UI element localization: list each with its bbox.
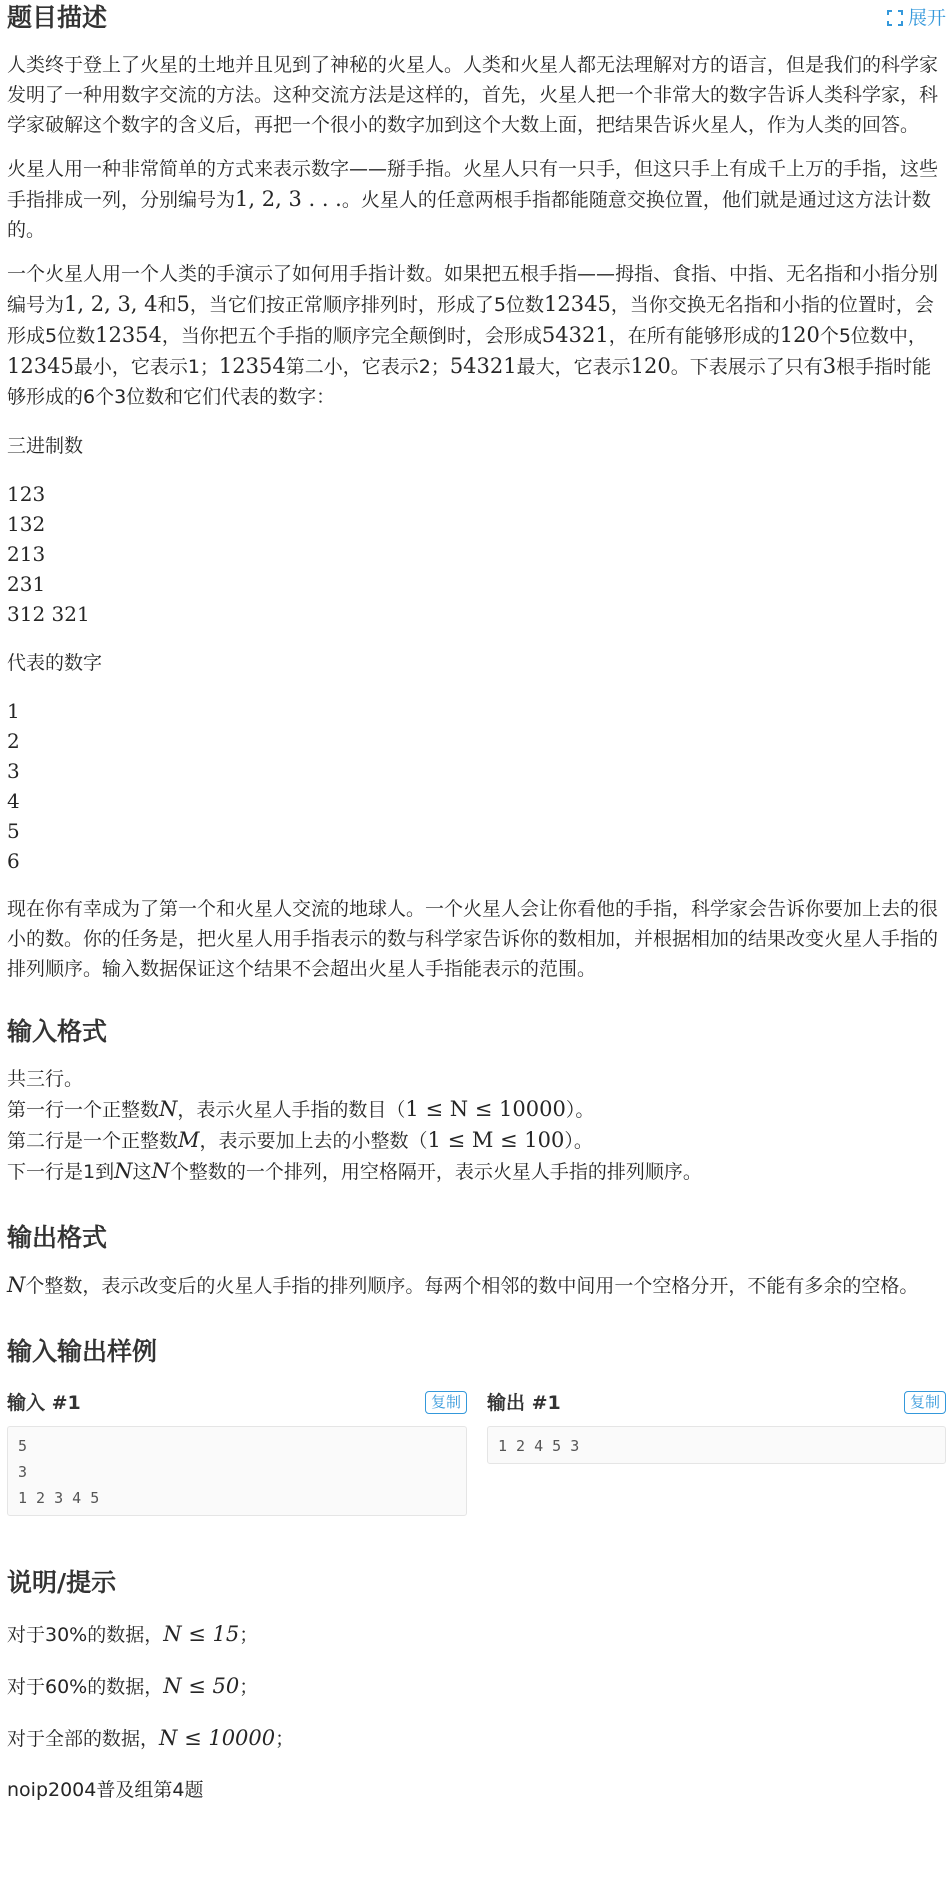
list-item: 231 bbox=[7, 572, 46, 596]
samples-header bbox=[7, 1334, 946, 1370]
input-format-line bbox=[7, 1125, 946, 1156]
expand-label: 展开 bbox=[907, 7, 946, 29]
represented-number-list bbox=[7, 696, 946, 876]
list-item: 3 bbox=[7, 759, 20, 783]
description-paragraph-1: 人类终于登上了火星的土地并且见到了神秘的火星人。人类和火星人都无法理解对方的语言，但是我们的科学家发明了一种用数字交流的方法。这种交流方法是这样的，首先，火星人把一个非常大的数字告诉人类科学家，科学家破解这个数字的含义后，再把一个很小的数字加到这个大数上面，把结果告诉火星人，作为人类的回答。 bbox=[7, 54, 939, 136]
text-span: 第一行一个正整数 bbox=[7, 1099, 160, 1121]
text-span: 对于60%的数据， bbox=[7, 1676, 164, 1698]
text-span: ，表示火星人手指的数目（ bbox=[177, 1099, 406, 1121]
text-span: 对于30%的数据， bbox=[7, 1624, 164, 1646]
input-format-header bbox=[7, 1014, 946, 1050]
expand-button[interactable] bbox=[886, 4, 946, 32]
copy-input-button[interactable]: 复制 bbox=[425, 1391, 467, 1414]
text-span: 根手指时能够形成的6个3位数和它们代表的数字： bbox=[7, 356, 932, 408]
sample-input-code[interactable]: 5 3 1 2 3 4 5 bbox=[7, 1426, 467, 1516]
table-heading-ternary: 三进制数 bbox=[7, 435, 84, 457]
math-span: 3 bbox=[822, 354, 837, 378]
text-span: ）。 bbox=[564, 1130, 593, 1152]
math-span: 1 ≤ M ≤ 100 bbox=[427, 1128, 565, 1152]
math-span: 54321 bbox=[541, 323, 609, 347]
text-span: 下一行是1到 bbox=[7, 1161, 115, 1183]
math-span: 1 ≤ N ≤ 10000 bbox=[405, 1097, 566, 1121]
text-span: ，当你把五个手指的顺序完全颠倒时，会形成 bbox=[161, 325, 542, 347]
math-span: 1, 2, 3, 4 bbox=[64, 292, 158, 316]
output-format-header bbox=[7, 1220, 946, 1256]
copy-output-button[interactable]: 复制 bbox=[904, 1391, 946, 1414]
list-item: 132 bbox=[7, 512, 46, 536]
math-span: 1, 2, 3 . . . bbox=[235, 187, 342, 211]
description-paragraph-3 bbox=[7, 259, 946, 412]
text-span: 火星人用一种非常简单的方式来表示数字——掰手指。火星人只有一只手，但这只手上有成千上万的手指，这些手指排成一列，分别编号为 bbox=[7, 158, 939, 211]
sample-input-title: 输入 #1 bbox=[7, 1392, 81, 1414]
table-heading-represented: 代表的数字 bbox=[7, 652, 103, 674]
text-span: 。火星人的任意两根手指都能随意交换位置，他们就是通过这方法计数的。 bbox=[7, 189, 931, 241]
math-span: 12354 bbox=[95, 323, 162, 347]
expand-icon bbox=[886, 9, 904, 27]
sample-input-header bbox=[7, 1386, 467, 1420]
math-span: 12354 bbox=[218, 354, 286, 378]
sample-output-code[interactable]: 1 2 4 5 3 bbox=[487, 1426, 946, 1464]
text-span: 最大，它表示 bbox=[516, 356, 631, 378]
text-span: ； bbox=[239, 1676, 259, 1698]
description-paragraph-2 bbox=[7, 154, 946, 245]
math-span: 12345 bbox=[7, 354, 74, 378]
math-span: N bbox=[7, 1273, 26, 1297]
text-span: ； bbox=[275, 1728, 295, 1750]
description-header bbox=[7, 0, 946, 36]
text-span: 第二小，它表示2； bbox=[285, 356, 450, 378]
input-format-title: 输入格式 bbox=[7, 1017, 108, 1046]
text-span: 个整数的一个排列，用空格隔开，表示火星人手指的排列顺序。 bbox=[169, 1161, 702, 1183]
sample-output-header bbox=[487, 1386, 946, 1420]
samples-title: 输入输出样例 bbox=[7, 1337, 158, 1366]
list-item: 6 bbox=[7, 849, 20, 873]
text-span: ，当它们按正常顺序排列时，形成了5位数 bbox=[189, 294, 544, 316]
text-span: 第二行是一个正整数 bbox=[7, 1130, 179, 1152]
text-span: 对于全部的数据， bbox=[7, 1728, 160, 1750]
math-span: N bbox=[114, 1159, 133, 1183]
hint-title: 说明/提示 bbox=[7, 1568, 117, 1597]
list-item: 312 321 bbox=[7, 602, 90, 626]
hint-header bbox=[7, 1565, 946, 1601]
text-span: ，表示要加上去的小整数（ bbox=[199, 1130, 428, 1152]
text-span: 个5位数中， bbox=[819, 325, 927, 347]
input-format-line bbox=[7, 1094, 946, 1125]
list-item: 5 bbox=[7, 819, 20, 843]
math-span: N ≤ 50 bbox=[163, 1674, 240, 1698]
math-span: 120 bbox=[779, 323, 820, 347]
output-format-title: 输出格式 bbox=[7, 1223, 108, 1252]
sample-output-title: 输出 #1 bbox=[487, 1392, 561, 1414]
sample-output bbox=[487, 1386, 946, 1464]
math-span: N ≤ 10000 bbox=[159, 1726, 276, 1750]
math-span: M bbox=[178, 1128, 200, 1152]
math-span: N bbox=[151, 1159, 170, 1183]
samples-area bbox=[7, 1386, 946, 1551]
math-span: N ≤ 15 bbox=[163, 1622, 240, 1646]
text-span: ，当你交换无名指和小指的位置时，会形成5位数 bbox=[7, 294, 934, 347]
text-span: 一个火星人用一个人类的手演示了如何用手指计数。如果把五根手指——拇指、食指、中指、无名指和小指分别编号为 bbox=[7, 263, 939, 316]
hint-line bbox=[7, 1619, 946, 1650]
math-span: 54321 bbox=[449, 354, 517, 378]
text-span: 和 bbox=[157, 294, 177, 316]
problem-source: noip2004普及组第4题 bbox=[7, 1779, 204, 1801]
text-span: ）。 bbox=[565, 1099, 595, 1121]
input-format-line bbox=[7, 1156, 946, 1187]
ternary-number-list bbox=[7, 479, 946, 629]
text-span: 个整数，表示改变后的火星人手指的排列顺序。每两个相邻的数中间用一个空格分开，不能有多余的空格。 bbox=[25, 1275, 919, 1297]
text-span: 最小，它表示1； bbox=[73, 356, 219, 378]
math-span: 5 bbox=[176, 292, 190, 316]
input-format-line: 共三行。 bbox=[7, 1068, 84, 1090]
description-title: 题目描述 bbox=[7, 3, 108, 32]
list-item: 2 bbox=[7, 729, 20, 753]
text-span: 。下表展示了只有 bbox=[670, 356, 823, 378]
math-span: 120 bbox=[630, 354, 671, 378]
list-item: 123 bbox=[7, 482, 46, 506]
math-span: N bbox=[159, 1097, 178, 1121]
text-span: 这 bbox=[132, 1161, 152, 1183]
hint-line bbox=[7, 1723, 946, 1754]
sample-input bbox=[7, 1386, 467, 1516]
list-item: 1 bbox=[7, 699, 20, 723]
hint-line bbox=[7, 1671, 946, 1702]
list-item: 4 bbox=[7, 789, 20, 813]
list-item: 213 bbox=[7, 542, 46, 566]
math-span: 12345 bbox=[544, 292, 611, 316]
text-span: ； bbox=[239, 1624, 259, 1646]
description-paragraph-4: 现在你有幸成为了第一个和火星人交流的地球人。一个火星人会让你看他的手指，科学家会告诉你要加上去的很小的数。你的任务是，把火星人用手指表示的数与科学家告诉你的数相加，并根据相加的结果改变火星人手指的排列顺序。输入数据保证这个结果不会超出火星人手指能表示的范围。 bbox=[7, 898, 939, 980]
input-format-body bbox=[7, 1064, 946, 1187]
output-format-body bbox=[7, 1270, 946, 1301]
text-span: ，在所有能够形成的 bbox=[608, 325, 780, 347]
